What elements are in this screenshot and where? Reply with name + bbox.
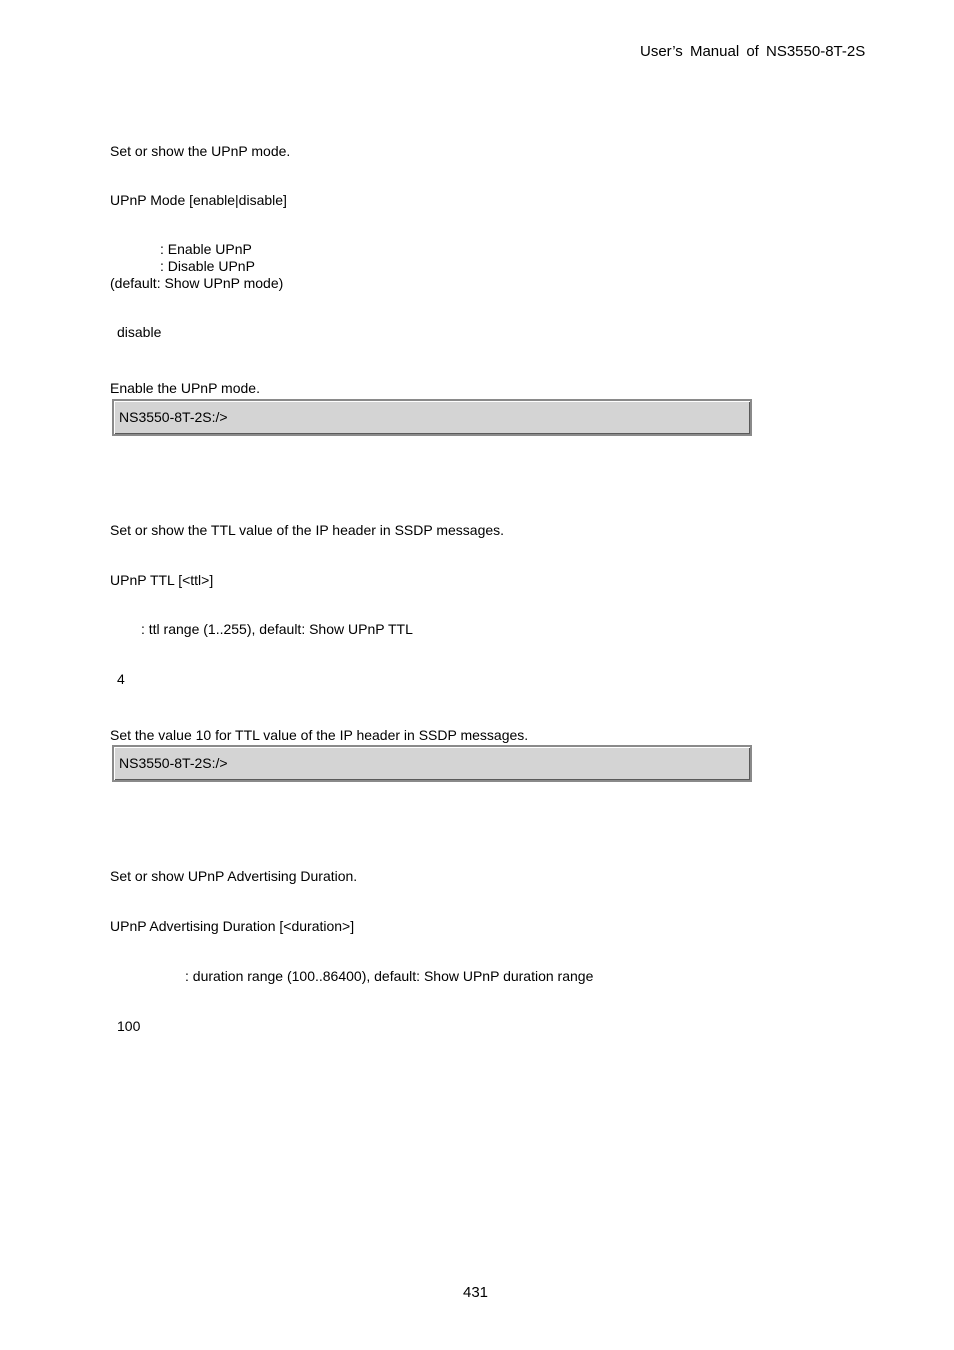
cli-example-box — [112, 745, 752, 782]
example-text: Enable the UPnP mode. — [110, 380, 260, 396]
cli-prompt: NS3550-8T-2S:/> — [119, 409, 228, 425]
default-value: 4 — [117, 671, 125, 687]
description: Set or show UPnP Advertising Duration. — [110, 868, 358, 884]
manual-title: User’s Manual of NS3550-8T-2S — [640, 43, 866, 60]
description: Set or show the UPnP mode. — [110, 143, 291, 159]
example-text: Set the value 10 for TTL value of the IP header in SSDP messages. — [110, 727, 529, 743]
default-value: disable — [117, 324, 162, 340]
default-value: 100 — [117, 1018, 141, 1034]
param-ttl: : ttl range (1..255), default: Show UPnP TTL — [141, 621, 413, 637]
cli-example-box — [112, 399, 752, 436]
param-enable: : Enable UPnP — [160, 241, 252, 257]
syntax: UPnP Mode [enable|disable] — [110, 192, 287, 208]
description: Set or show the TTL value of the IP header in SSDP messages. — [110, 522, 505, 538]
param-duration: : duration range (100..86400), default: Show UPnP duration range — [185, 968, 594, 984]
syntax: UPnP TTL [<ttl>] — [110, 572, 214, 588]
syntax: UPnP Advertising Duration [<duration>] — [110, 918, 355, 934]
cli-prompt: NS3550-8T-2S:/> — [119, 755, 228, 771]
param-default: (default: Show UPnP mode) — [110, 275, 284, 291]
param-disable: : Disable UPnP — [160, 258, 255, 274]
page-number: 431 — [463, 1284, 489, 1301]
